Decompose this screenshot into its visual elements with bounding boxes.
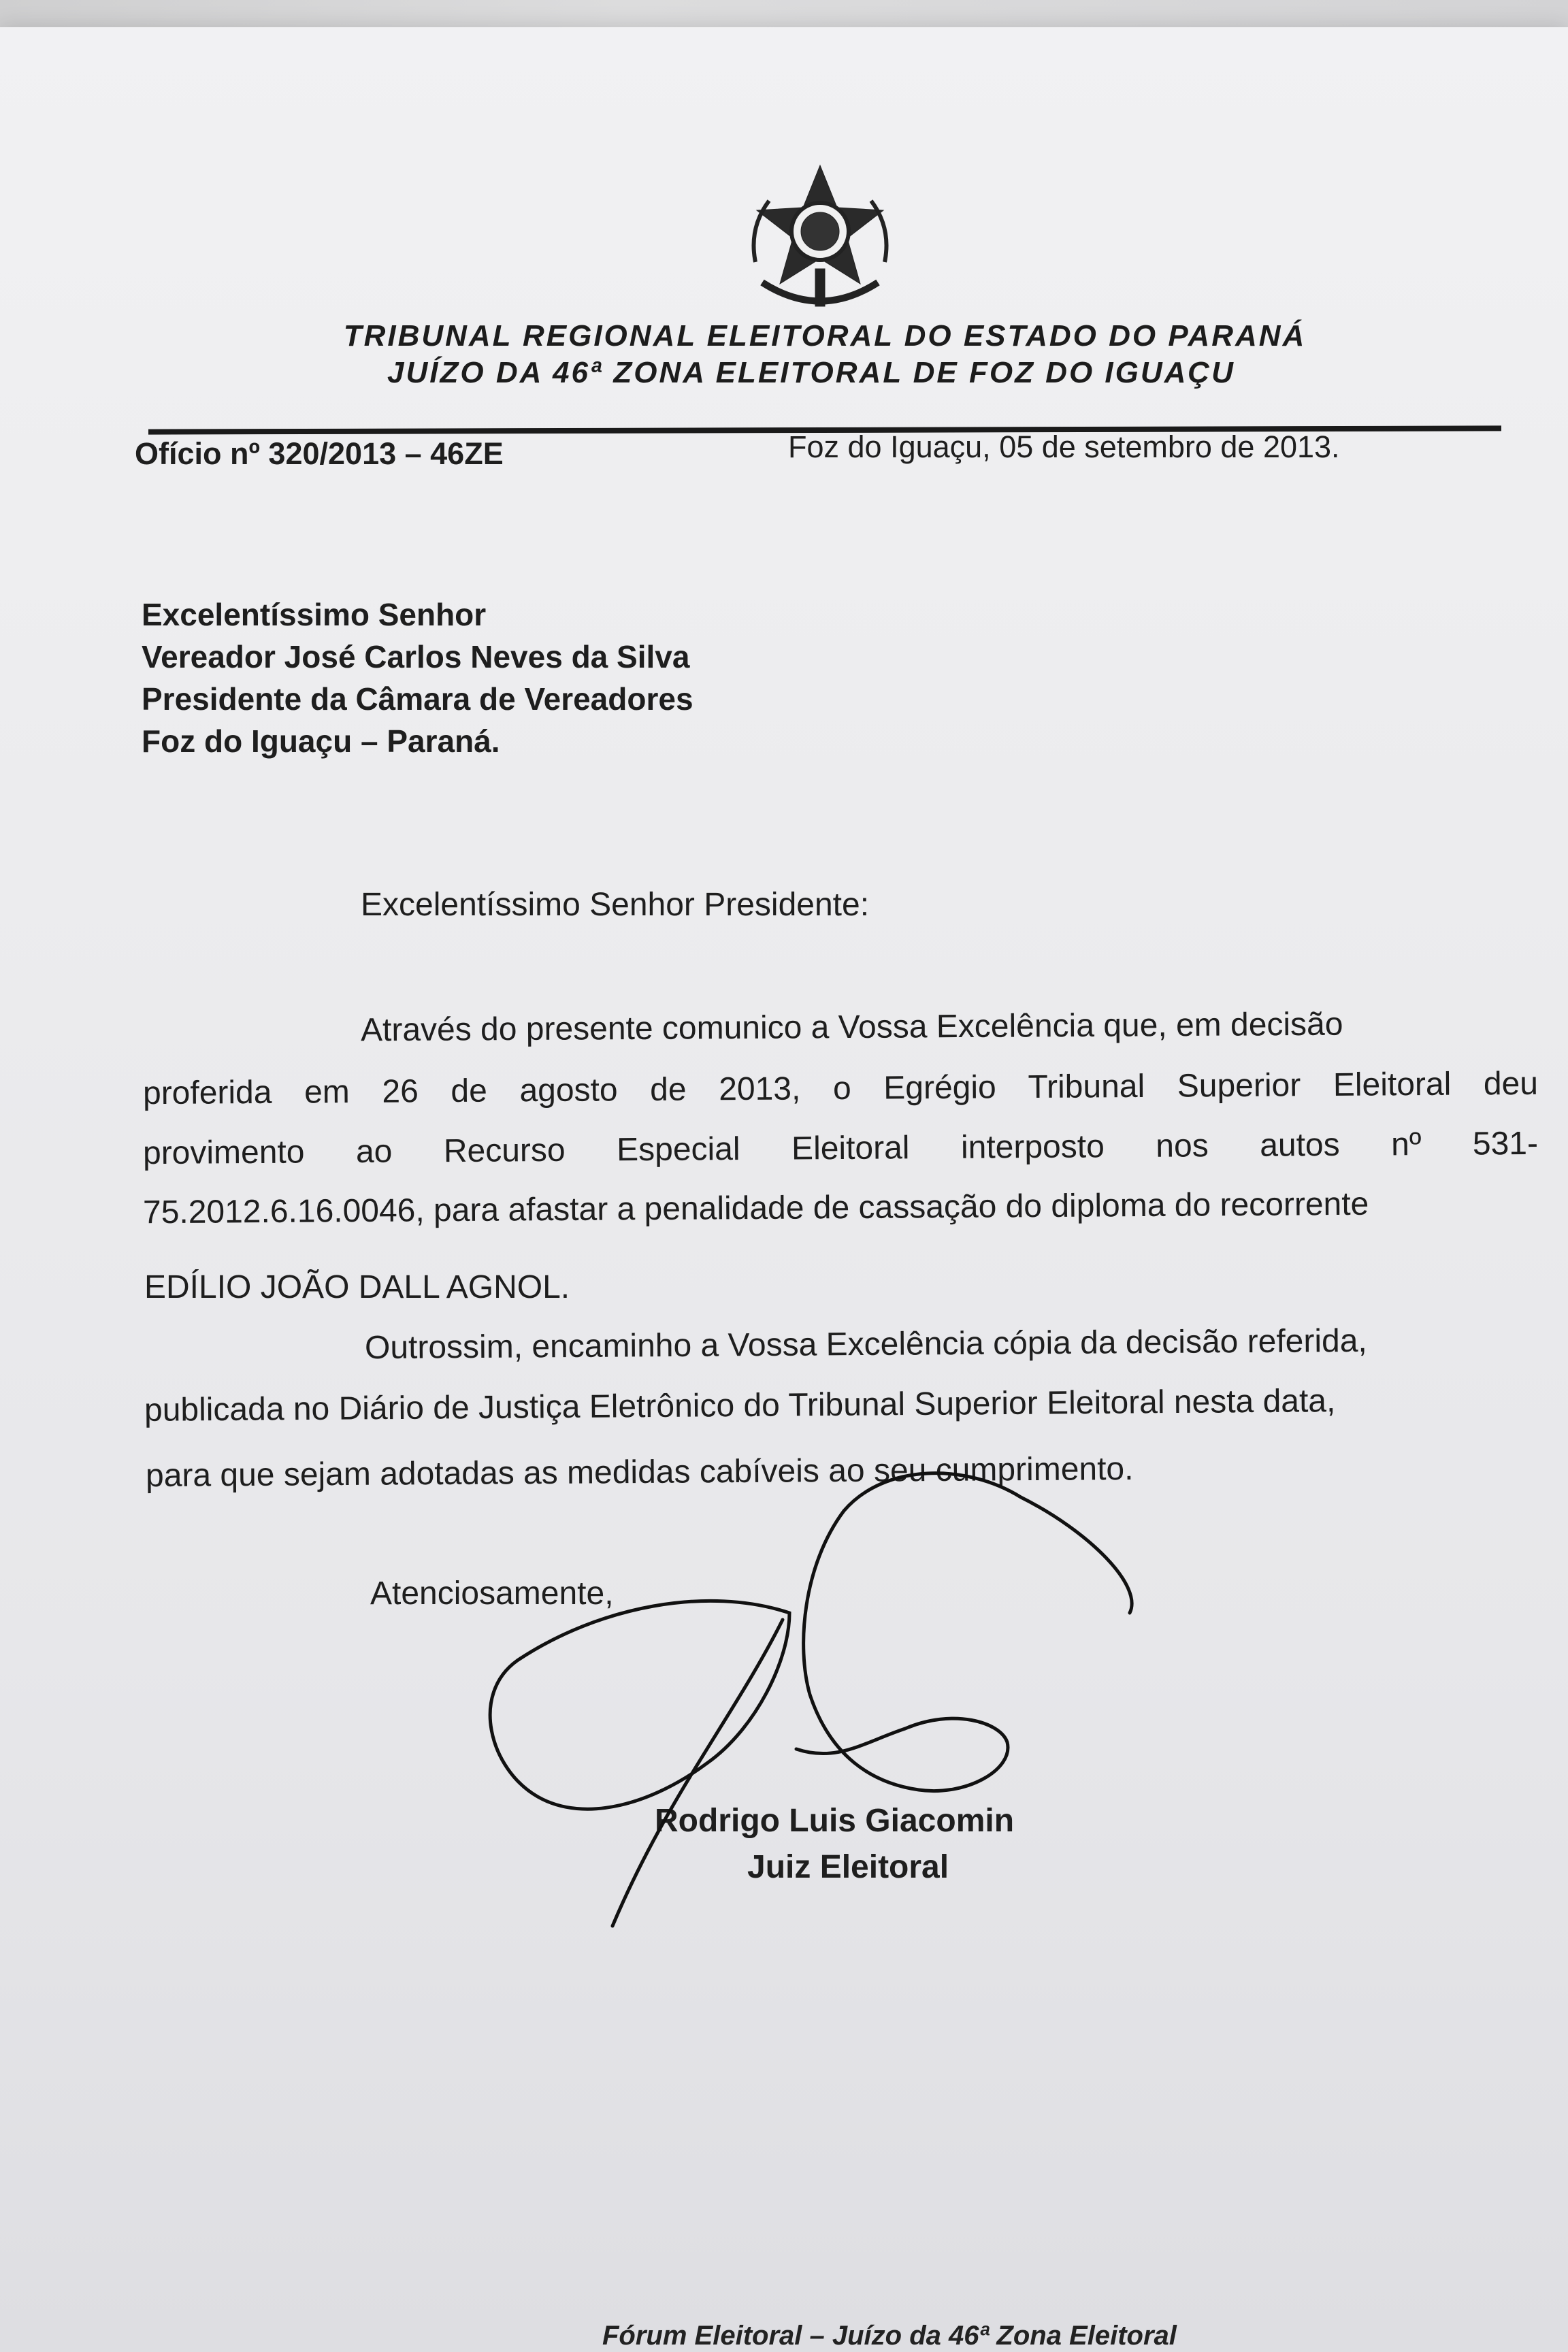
signer-title: Juiz Eleitoral (747, 1849, 949, 1885)
letter-date: Foz do Iguaçu, 05 de setembro de 2013. (788, 429, 1340, 464)
addressee-line: Presidente da Câmara de Vereadores (142, 681, 693, 717)
addressee-line: Excelentíssimo Senhor (142, 597, 487, 632)
paragraph-line: Através do presente comunico a Vossa Excelência que, em decisão (360, 1006, 1343, 1049)
closing: Atenciosamente, (370, 1575, 614, 1612)
addressee-line: Vereador José Carlos Neves da Silva (142, 639, 690, 674)
paragraph-line: Outrossim, encaminho a Vossa Excelência cópia da decisão referida, (364, 1322, 1367, 1367)
paragraph-line: para que sejam adotadas as medidas cabíveis ao seu cumprimento. (145, 1450, 1134, 1494)
official-letter-number: Ofício nº 320/2013 – 46ZE (135, 436, 504, 471)
signer-name: Rodrigo Luis Giacomin (655, 1803, 1015, 1839)
salutation: Excelentíssimo Senhor Presidente: (361, 887, 870, 923)
paragraph-line: publicada no Diário de Justiça Eletrônico do Tribunal Superior Eleitoral nesta data, (144, 1383, 1336, 1428)
brazil-coat-of-arms-icon (735, 160, 905, 316)
paragraph-line: proferida em 26 de agosto de 2013, o Egrégio Tribunal Superior Eleitoral deu (142, 1065, 1539, 1112)
paragraph-line: EDÍLIO JOÃO DALL AGNOL. (144, 1269, 570, 1305)
footer-text: Fórum Eleitoral – Juízo da 46ª Zona Eleitoral (602, 2321, 1177, 2351)
header-line-1: TRIBUNAL REGIONAL ELEITORAL DO ESTADO DO PARANÁ (343, 319, 1307, 353)
paragraph-line: 75.2012.6.16.0046, para afastar a penalidade de cassação do diploma do recorrente (142, 1186, 1369, 1231)
addressee-line: Foz do Iguaçu – Paraná. (142, 723, 500, 759)
header-line-2: JUÍZO DA 46ª ZONA ELEITORAL DE FOZ DO IGUAÇU (387, 356, 1235, 389)
paragraph-line: provimento ao Recurso Especial Eleitoral interposto nos autos nº 531- (142, 1125, 1539, 1172)
